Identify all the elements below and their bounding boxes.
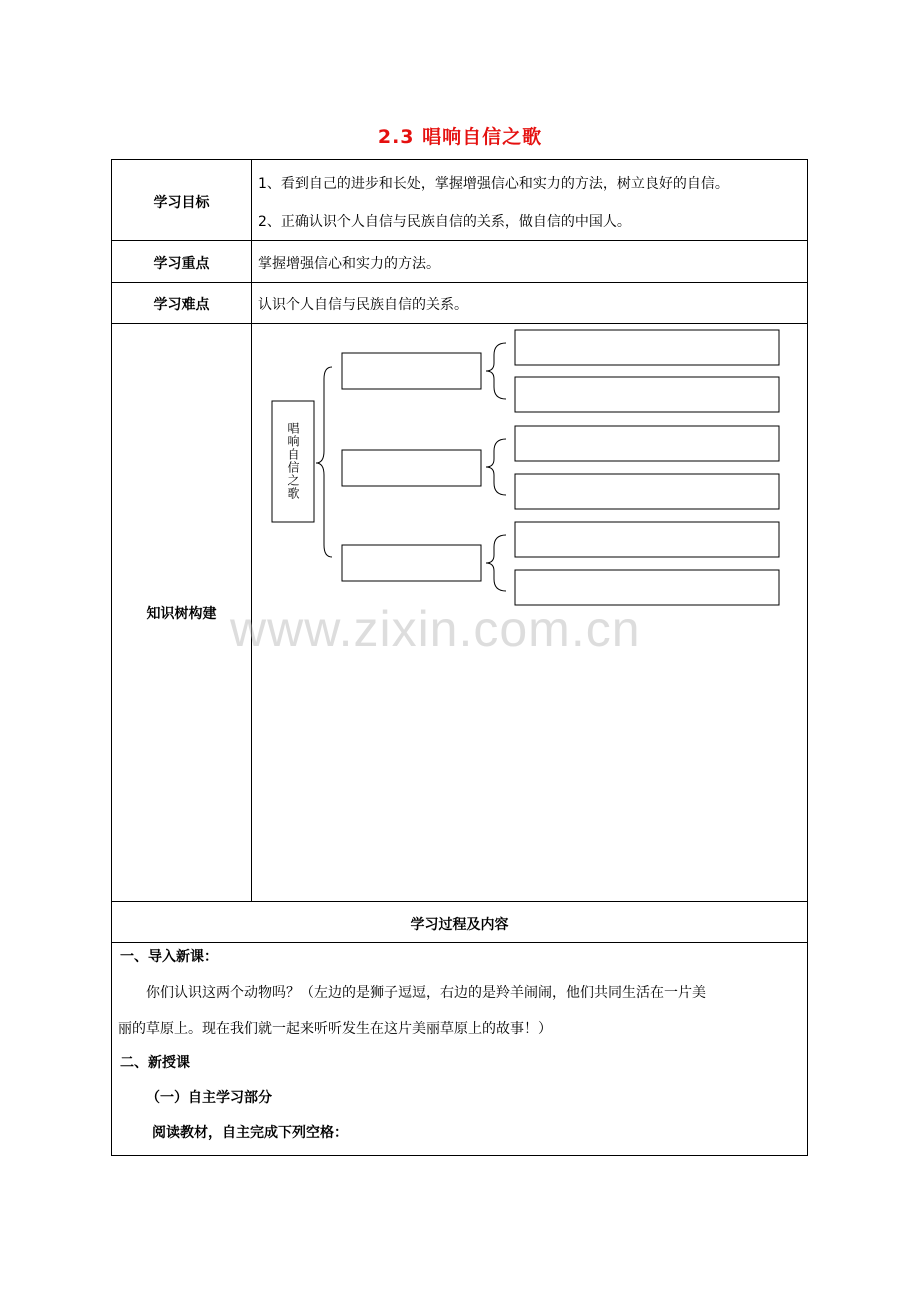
tree-brace-3 [486, 535, 506, 591]
knowledge-tree-diagram [252, 323, 792, 623]
watermark: www.zixin.com.cn [230, 601, 641, 657]
intro-paragraph-line-2: 丽的草原上。现在我们就一起来听听发生在这片美丽草原上的故事！） [118, 1021, 552, 1037]
difficulty-text: 认识个人自信与民族自信的关系。 [258, 297, 468, 313]
self-study-title: （一）自主学习部分 [146, 1090, 272, 1106]
tree-brace-2 [486, 439, 506, 495]
process-heading: 学习过程及内容 [410, 917, 509, 933]
intro-paragraph-line-1: 你们认识这两个动物吗？（左边的是狮子逗逗，右边的是羚羊闹闹，他们共同生活在一片美 [146, 985, 706, 1001]
tree-root-label: 唱响自信之歌 [286, 422, 300, 500]
row-divider [111, 282, 808, 283]
tree-leaf-3-box [515, 426, 779, 461]
tree-branch-3-box [342, 545, 481, 581]
tree-brace-root [316, 367, 332, 557]
tree-leaf-5-box [515, 522, 779, 557]
row-label-knowledge-tree: 知识树构建 [146, 606, 217, 622]
row-divider [111, 240, 808, 241]
tree-branch-2-box [342, 450, 481, 486]
section-new-lesson-title: 二、新授课 [120, 1055, 190, 1071]
page-title: 2.3 唱响自信之歌 [377, 126, 543, 148]
tree-leaf-1-box [515, 330, 779, 365]
row-divider [111, 942, 808, 943]
row-divider [111, 901, 808, 902]
goal-line-1: 1、看到自己的进步和长处，掌握增强信心和实力的方法，树立良好的自信。 [258, 176, 729, 192]
tree-branch-1-box [342, 353, 481, 389]
tree-leaf-2-box [515, 377, 779, 412]
key-point-text: 掌握增强信心和实力的方法。 [258, 256, 440, 272]
row-label-goals: 学习目标 [153, 195, 210, 211]
row-label-difficulties: 学习难点 [153, 297, 210, 313]
row-label-key-points: 学习重点 [153, 256, 210, 272]
tree-leaf-4-box [515, 474, 779, 509]
tree-brace-1 [486, 343, 506, 399]
self-study-instruction: 阅读教材，自主完成下列空格： [152, 1125, 348, 1141]
section-intro-title: 一、导入新课： [120, 949, 218, 965]
goal-line-2: 2、正确认识个人自信与民族自信的关系，做自信的中国人。 [258, 214, 631, 230]
